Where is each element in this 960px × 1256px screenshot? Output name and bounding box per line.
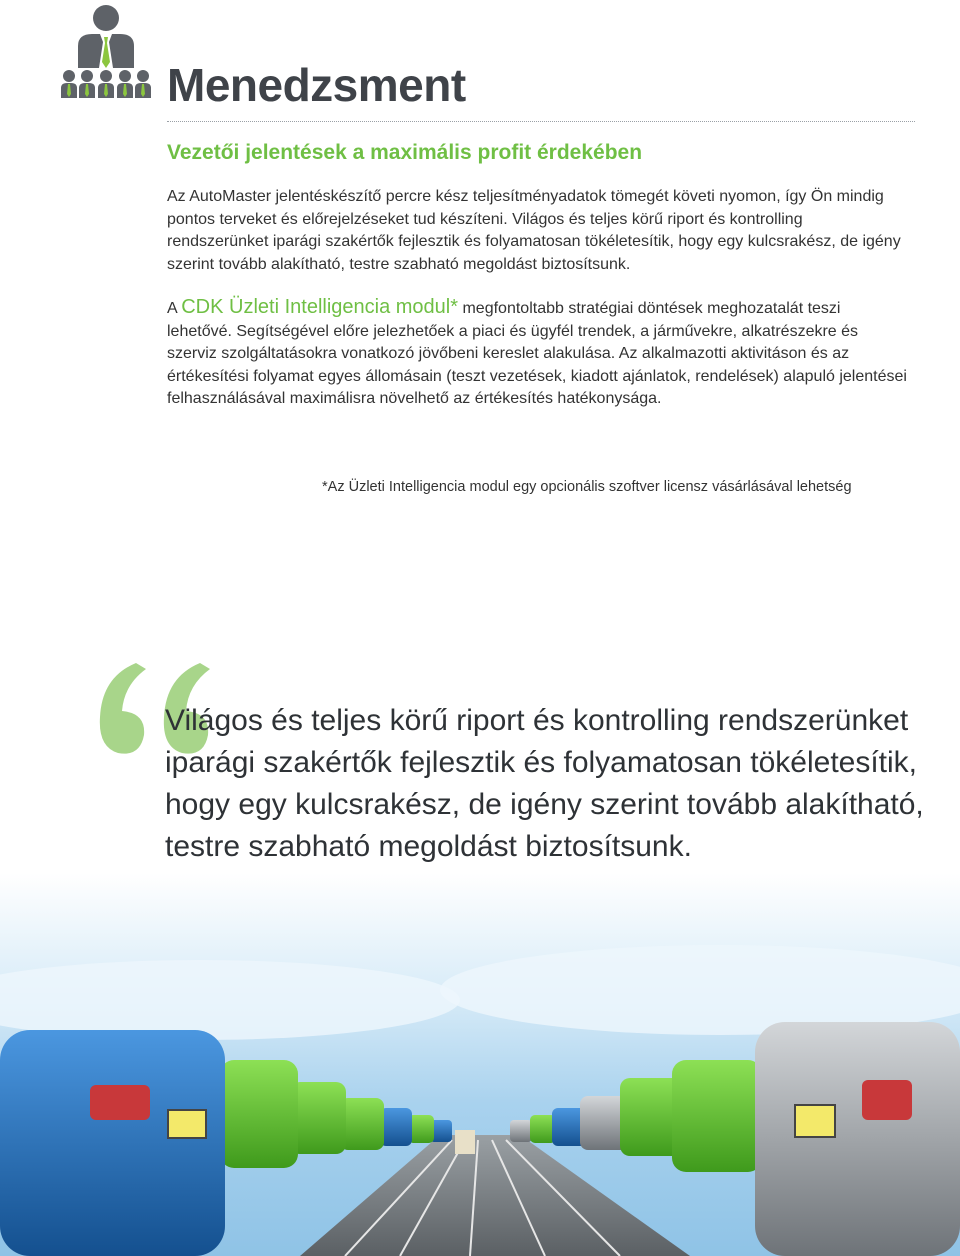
paragraph-2-prefix: A <box>167 300 182 317</box>
footnote: *Az Üzleti Intelligencia modul egy opcionális szoftver licensz vásárlásával lehetség <box>322 479 852 495</box>
cdk-module-highlight: CDK Üzleti Intelligencia modul* <box>181 296 459 318</box>
section-subtitle: Vezetői jelentések a maximális profit érdekében <box>167 141 643 164</box>
body-paragraph-1: Az AutoMaster jelentéskészítő percre kész teljesítményadatok tömegét követi nyomon, így Ön mindig pontos terveket és előrejelzéseket tud készíteni. Világos és teljes körű riport és kontrolling rendszerünket iparági szakértők fejlesztik és folyamatosan tökéletesítik, hogy egy kulcsrakész, de igény szerint tovább alakítható, testre szabható megoldást biztosítsunk. <box>167 188 901 273</box>
dotted-divider <box>167 121 915 122</box>
body-paragraph-2 <box>167 296 907 411</box>
page-title: Menedzsment <box>167 59 466 111</box>
management-team-icon <box>60 2 152 102</box>
pull-quote: Világos és teljes körű riport és kontrolling rendszerünket iparági szakértők fejlesztik és folyamatosan tökéletesítik, hogy egy kulcsrakész, de igény szerint tovább alakítható, testre szabható megoldást biztosítsunk. <box>165 704 924 863</box>
paragraph-2-rest: megfontoltabb stratégiai döntések meghozatalát teszi lehetővé. Segítségével előre jelezhetőek a piaci és ügyfél trendek, a járművekre, alkatrészekre és szerviz szolgáltatásokra vonatkozó jövőbeni kereslet alakulása. Az alkalmazotti aktivitáson és az értékesítési folyamat egyes állomásain (teszt vezetések, kiadott ajánlatok, rendelések) alapuló jelentései felhasználásával maximálisra növelhető az értékesítés hatékonysága. <box>167 300 907 407</box>
